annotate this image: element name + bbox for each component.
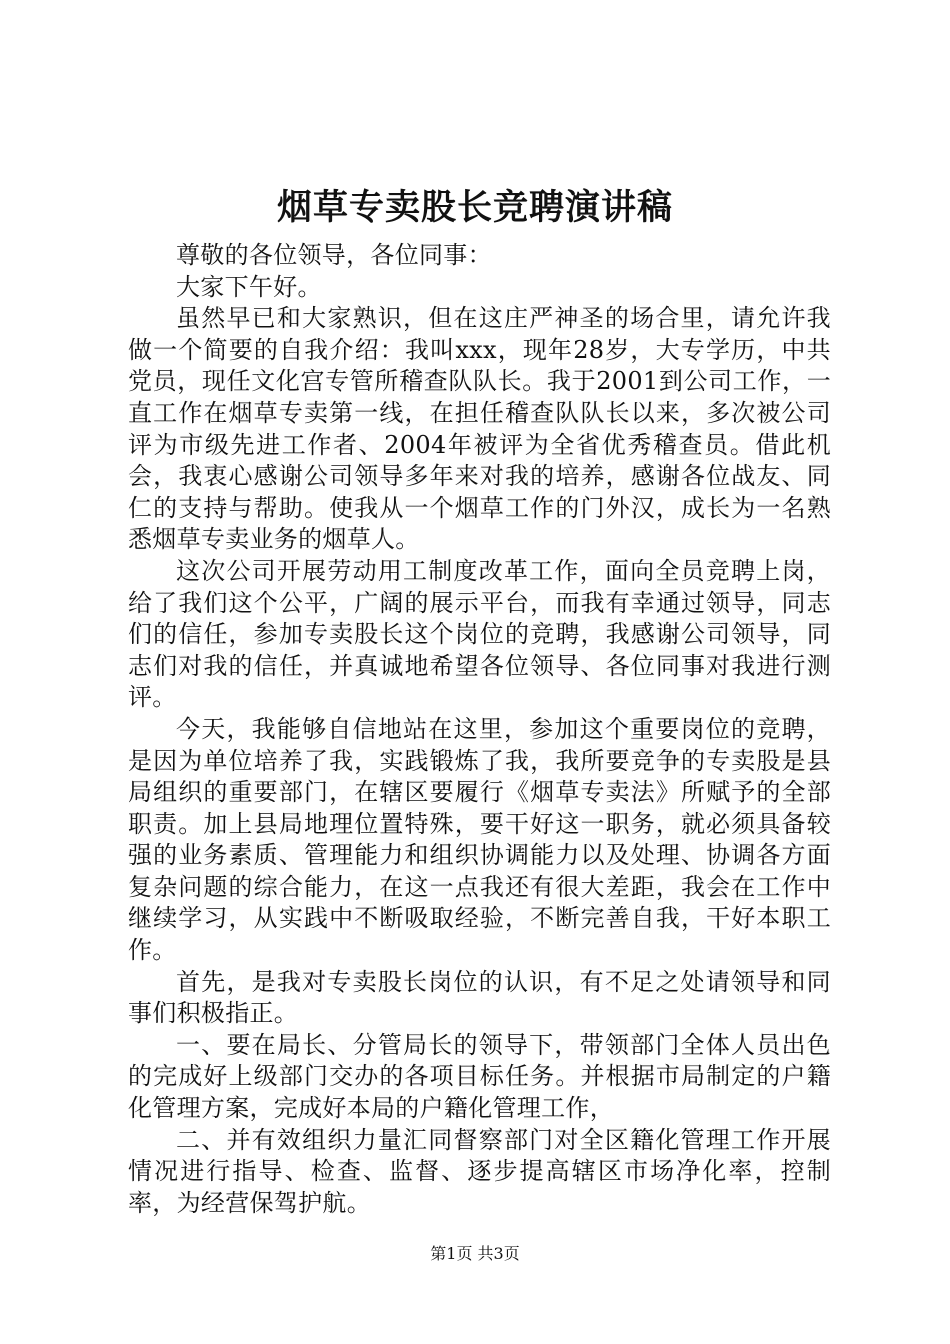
salutation: 尊敬的各位领导，各位同事： (176, 241, 492, 269)
greeting: 大家下午好。 (176, 272, 322, 301)
page-number-footer: 第1页 共3页 (430, 1244, 520, 1263)
paragraph-position-understanding: 首先，是我对专卖股长岗位的认识，有不足之处请领导和同事们积极指正。 (128, 967, 831, 1028)
paragraph-duty-two: 二、并有效组织力量汇同督察部门对全区籍化管理工作开展情况进行指导、检查、监督、逐步提高辖区市场净化率，控制率，为经营保驾护航。 (128, 1125, 831, 1217)
paragraph-duty-one: 一、要在局长、分管局长的领导下，带领部门全体人员出色的完成好上级部门交办的各项目标任务。并根据市局制定的户籍化管理方案，完成好本局的户籍化管理工作， (128, 1030, 831, 1123)
paragraph-confidence: 今天，我能够自信地站在这里，参加这个重要岗位的竞聘，是因为单位培养了我，实践锻炼了我，我所要竞争的专卖股是县局组织的重要部门，在辖区要履行《烟草专卖法》所赋予的全部职责。加上县局地理位置特殊，要干好这一职务，就必须具备较强的业务素质、管理能力和组织协调能力以及处理、协调各方面复杂问题的综合能力，在这一点我还有很大差距，我会在工作中继续学习，从实践中不断吸取经验，不断完善自我，干好本职工作。 (128, 714, 831, 965)
document-title: 烟草专卖股长竞聘演讲稿 (276, 187, 673, 228)
paragraph-competition: 这次公司开展劳动用工制度改革工作，面向全员竞聘上岗，给了我们这个公平，广阔的展示平台，而我有幸通过领导，同志们的信任，参加专卖股长这个岗位的竞聘，我感谢公司领导，同志们对我的信任，并真诚地希望各位领导、各位同事对我进行测评。 (128, 556, 831, 712)
document-body (128, 240, 831, 1219)
paragraph-self-introduction: 虽然早已和大家熟识，但在这庄严神圣的场合里，请允许我做一个简要的自我介绍：我叫xxx，现年28岁，大专学历，中共党员，现任文化宫专管所稽查队队长。我于2001到公司工作，一直工作在烟草专卖第一线，在担任稽查队队长以来，多次被公司评为市级先进工作者、2004年被评为全省优秀稽查员。借此机会，我衷心感谢公司领导多年来对我的培养，感谢各位战友、同仁的支持与帮助。使我从一个烟草工作的门外汉，成长为一名熟悉烟草专卖业务的烟草人。 (128, 304, 831, 554)
